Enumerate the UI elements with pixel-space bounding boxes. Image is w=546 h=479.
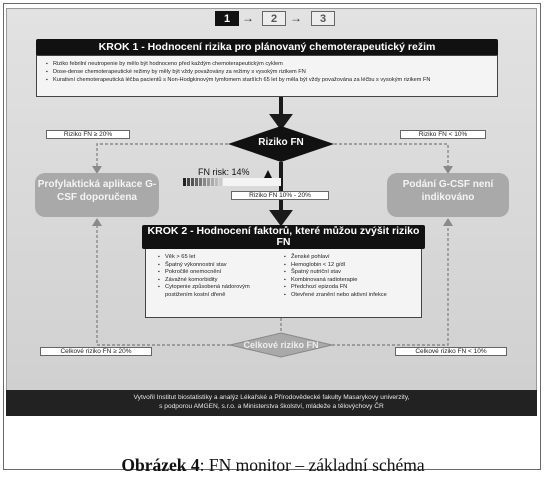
factor-item: ▪ Otevřené zranění nebo aktivní infekce [284, 292, 420, 300]
factor-item: ▪ Předchozí epizoda FN [284, 284, 420, 292]
step-arrow-icon: → [242, 11, 254, 25]
krok2-box [145, 243, 422, 318]
mid-range-tag: Riziko FN 10% - 20% [231, 191, 329, 200]
factor-item: ▪ Špatný výkonnostní stav [158, 262, 278, 270]
factor-item: ▪ Cytopenie způsobená nádorovým postižením kostní dřeně [158, 284, 278, 299]
dashed-path-right [334, 144, 448, 170]
krok1-title: KROK 1 - Hodnocení rizika pro plánovaný chemoterapeutický režim [36, 39, 498, 56]
step-1-indicator: 1 [215, 11, 239, 26]
right-threshold-tag: Riziko FN < 10% [400, 130, 486, 139]
krok1-bullet: ▪ Riziko febrilní neutropenie by mělo být hodnoceno před každým chemoterapeutickým cyklem [53, 60, 491, 68]
arrow-head-icon [273, 116, 289, 127]
caption-label: Obrázek 4 [121, 455, 200, 475]
left-threshold-tag: Riziko FN ≥ 20% [46, 130, 130, 139]
overall-label: Celkové riziko FN [243, 340, 319, 350]
factor-item: ▪ Hemoglobin < 12 g/dl [284, 262, 420, 270]
krok2-left-factors [158, 254, 278, 300]
outcome-left-pill: Profylaktická aplikace G-CSF doporučena [35, 173, 159, 217]
arrow-head-icon [273, 212, 289, 223]
figure-caption [0, 455, 546, 476]
step-3-indicator: 3 [311, 11, 335, 26]
factor-item: ▪ Pokročilé onemocnění [158, 269, 278, 277]
step-2-indicator: 2 [262, 11, 286, 26]
factor-item: ▪ Špatný nutriční stav [284, 269, 420, 277]
krok1-bullet: ▪ Dose-dense chemoterapeutické režimy by měly být vždy považovány za režimy s vysokým rizikem FN [53, 68, 491, 76]
factor-item: ▪ Věk > 65 let [158, 254, 278, 262]
credits-line: s podporou AMGEN, s.r.o. a Ministerstva školství, mládeže a tělovýchovy ČR [159, 403, 384, 410]
credits-footer [6, 390, 537, 416]
arrow-head-icon [443, 218, 453, 226]
step-arrow-icon: → [290, 11, 302, 25]
decision-label: Riziko FN [258, 137, 304, 148]
arrow-head-icon [92, 218, 102, 226]
krok2-title: KROK 2 - Hodnocení faktorů, které můžou zvýšit riziko FN [142, 225, 425, 249]
krok1-bullet: ▪ Kurativní chemoterapeutická léčba pacientů s Non-Hodgkinovým lymfomem starších 65 let by měla být vždy považována za léčbu s vysokým rizikem FN [53, 76, 491, 84]
factor-item: ▪ Ženské pohlaví [284, 254, 420, 262]
outcome-right-pill: Podání G-CSF není indikováno [387, 173, 509, 217]
overall-left-tag: Celkové riziko FN ≥ 20% [40, 347, 152, 356]
credits-line: Vytvořil Institut biostatistiky a analýz Lékařské a Přírodovědecké fakulty Masarykovy univerzity, [133, 394, 410, 401]
caption-text: : FN monitor – základní schéma [199, 455, 425, 475]
overall-right-tag: Celkové riziko FN < 10% [395, 347, 507, 356]
factor-item: ▪ Kombinovaná radioterapie [284, 277, 420, 285]
krok2-right-factors [284, 254, 420, 300]
factor-item: ▪ Závažné komorbidity [158, 277, 278, 285]
gauge-marker-icon [264, 170, 272, 178]
risk-label: FN risk: 14% [198, 167, 250, 177]
